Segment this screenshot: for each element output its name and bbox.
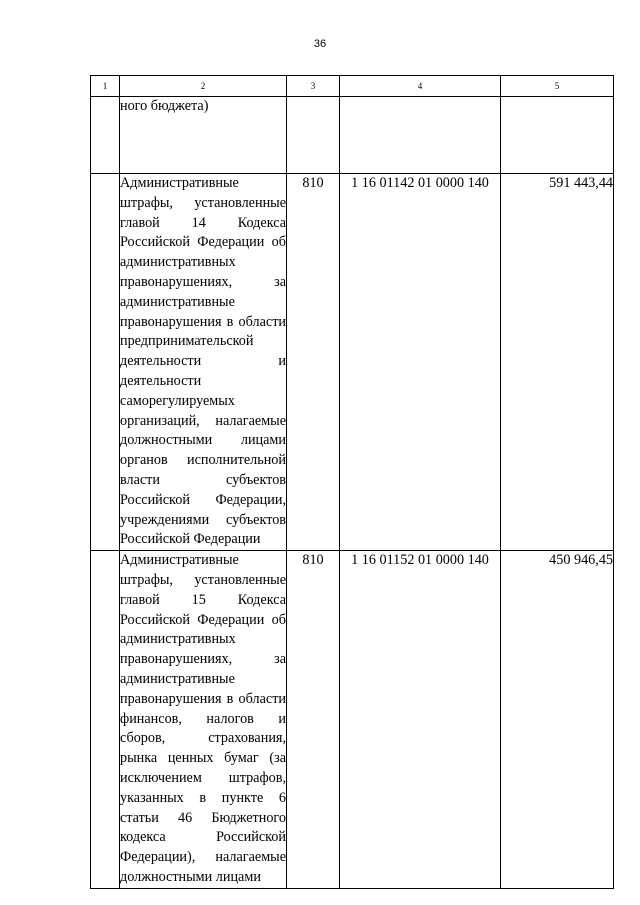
description-cell: Административные штрафы, установленные главой 14 Кодекса Российской Федерации об административных правонарушениях, за административные правонарушения в области предпринимательской деятельности и деятельности саморегулируемых организаций, налагаемые должностными лицами органов исполнительной власти субъектов Российской Федерации, учреждениями субъектов Российской Федерации — [120, 174, 287, 551]
admin-code-cell: 810 — [287, 174, 340, 551]
page-number: 36 — [313, 38, 327, 50]
description-cell: ного бюджета) — [120, 97, 287, 174]
header-col-3: 3 — [287, 76, 340, 97]
row-index-cell — [91, 174, 120, 551]
amount-cell — [501, 97, 614, 174]
table-row — [91, 551, 614, 889]
classification-code-cell: 1 16 01142 01 0000 140 — [340, 174, 501, 551]
table-row — [91, 174, 614, 551]
table-row — [91, 97, 614, 174]
header-col-5: 5 — [501, 76, 614, 97]
description-cell: Административные штрафы, установленные главой 15 Кодекса Российской Федерации об административных правонарушениях, за административные правонарушения в области финансов, налогов и сборов, страхования, рынка ценных бумаг (за исключением штрафов, указанных в пункте 6 статьи 46 Бюджетного кодекса Российской Федерации), налагаемые должностными лицами — [120, 551, 287, 889]
budget-revenue-table — [90, 75, 614, 889]
header-col-1: 1 — [91, 76, 120, 97]
row-index-cell — [91, 551, 120, 889]
table-header-row — [91, 76, 614, 97]
amount-cell: 591 443,44 — [501, 174, 614, 551]
header-col-2: 2 — [120, 76, 287, 97]
classification-code-cell: 1 16 01152 01 0000 140 — [340, 551, 501, 889]
row-index-cell — [91, 97, 120, 174]
header-col-4: 4 — [340, 76, 501, 97]
classification-code-cell — [340, 97, 501, 174]
admin-code-cell: 810 — [287, 551, 340, 889]
amount-cell: 450 946,45 — [501, 551, 614, 889]
admin-code-cell — [287, 97, 340, 174]
